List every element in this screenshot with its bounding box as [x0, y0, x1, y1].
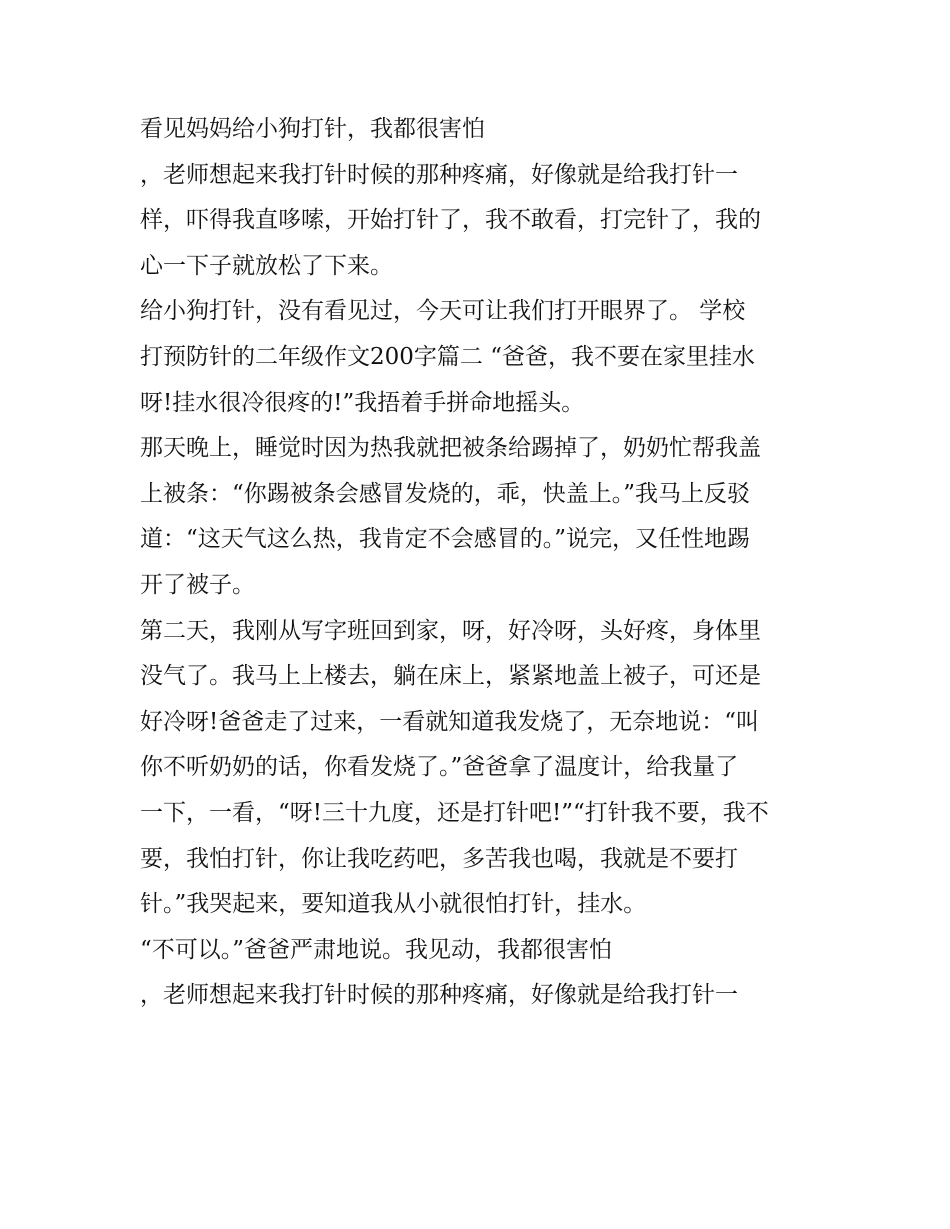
text-line: 样，吓得我直哆嗦，开始打针了，我不敢看，打完针了，我的: [140, 207, 761, 234]
document-body: [140, 107, 815, 1019]
text-line: 打预防针的二年级作文200字篇二 “爸爸，我不要在家里挂水: [140, 343, 755, 370]
text-line: “不可以。”爸爸严肃地说。我见动，我都很害怕: [140, 936, 613, 963]
text-line: 要，我怕打针，你让我吃药吧，多苦我也喝，我就是不要打: [140, 845, 738, 872]
text-line: 给小狗打针，没有看见过，今天可让我们打开眼界了。 学校: [140, 298, 746, 325]
text-line: 好冷呀!爸爸走了过来，一看就知道我发烧了，无奈地说：“叫: [140, 708, 760, 735]
text-line: ，老师想起来我打针时候的那种疼痛，好像就是给我打针一: [140, 982, 738, 1009]
text-line: 那天晚上，睡觉时因为热我就把被条给踢掉了，奶奶忙帮我盖: [140, 435, 761, 462]
text-line: 一下，一看，“呀!三十九度，还是打针吧!”“打针我不要，我不: [140, 799, 769, 826]
text-line: 看见妈妈给小狗打针，我都很害怕: [140, 116, 485, 142]
text-line: 上被条：“你踢被条会感冒发烧的，乖，快盖上。”我马上反驳: [140, 480, 751, 507]
text-line: ，老师想起来我打针时候的那种疼痛，好像就是给我打针一: [140, 161, 738, 188]
text-line: 你不听奶奶的话，你看发烧了。”爸爸拿了温度计，给我量了: [140, 754, 739, 781]
text-line: 道：“这天气这么热，我肯定不会感冒的。”说完，又任性地踢: [140, 526, 751, 553]
text-line: 没气了。我马上上楼去，躺在床上，紧紧地盖上被子，可还是: [140, 663, 761, 690]
text-line: 心一下子就放松了下来。: [140, 252, 393, 279]
text-line: 针。”我哭起来，要知道我从小就很怕打针，挂水。: [140, 891, 647, 918]
text-line: 第二天，我刚从写字班回到家，呀，好冷呀，头好疼，身体里: [140, 617, 761, 644]
text-line: 呀!挂水很冷很疼的!”我捂着手拼命地摇头。: [140, 389, 585, 416]
text-line: 开了被子。: [140, 571, 255, 598]
